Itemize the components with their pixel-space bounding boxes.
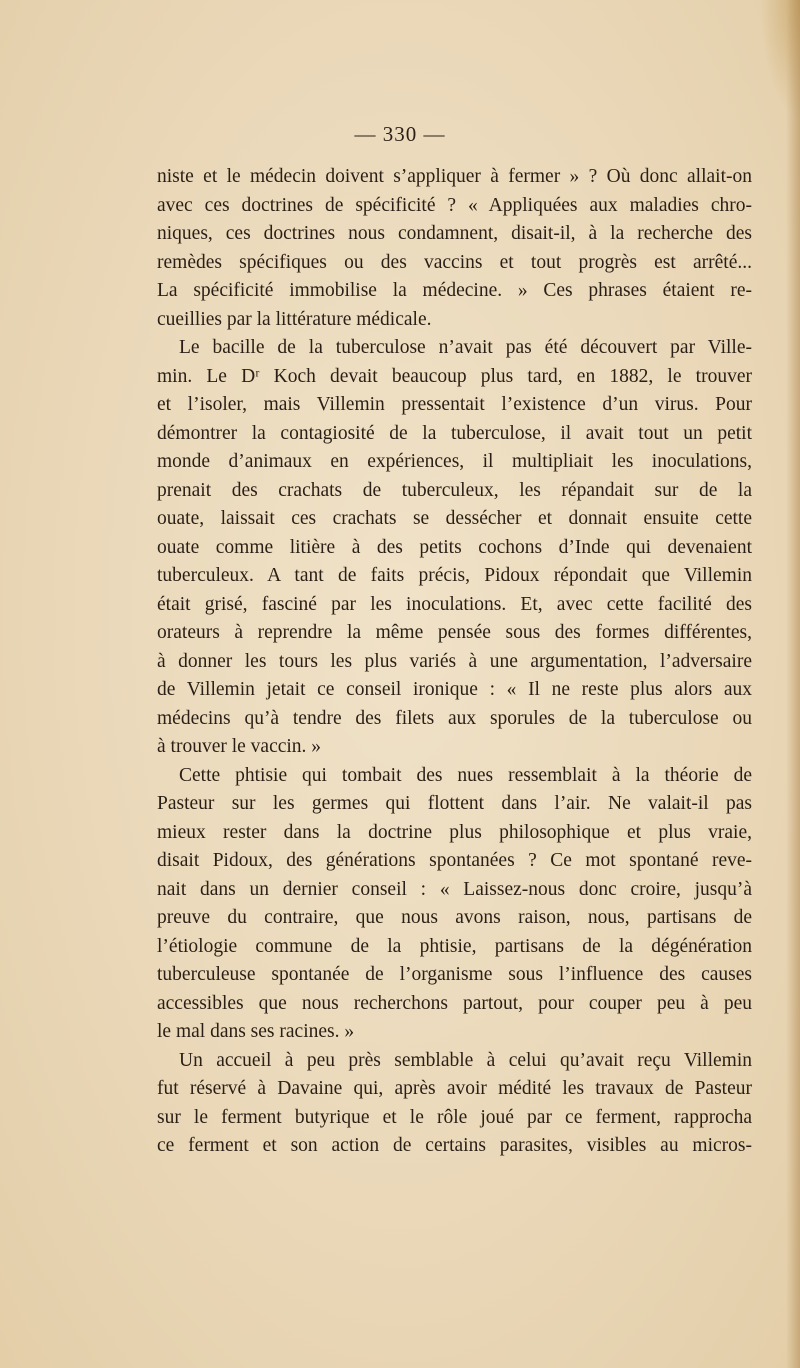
- text-line: le mal dans ses racines. »: [157, 1021, 355, 1042]
- text-line: fut réservé à Davaine qui, après avoir médité les travaux de Pasteur: [157, 1078, 752, 1099]
- text-line: médecins qu’à tendre des filets aux sporules de la tuberculose ou: [157, 707, 752, 729]
- text-line: tuberculeux. A tant de faits précis, Pidoux répondait que Villemin: [157, 565, 752, 586]
- text-line: à trouver le vaccin. »: [157, 736, 322, 757]
- text-line: prenait des crachats de tuberculeux, les répandait sur de la: [157, 479, 752, 501]
- text-line: min. Le Dʳ Koch devait beaucoup plus tard, en 1882, le trouver: [157, 365, 752, 387]
- text-line: Un accueil à peu près semblable à celui qu’avait reçu Villemin: [179, 1049, 752, 1071]
- text-line: ce ferment et son action de certains parasites, visibles au micros-: [157, 1135, 752, 1156]
- text-line: était grisé, fasciné par les inoculations. Et, avec cette facilité des: [157, 593, 752, 615]
- text-line: Cette phtisie qui tombait des nues ressemblait à la théorie de: [179, 764, 752, 786]
- text-line: nait dans un dernier conseil : « Laissez-nous donc croire, jusqu’à: [157, 878, 752, 900]
- text-line: tuberculeuse spontanée de l’organisme sous l’influence des causes: [157, 964, 752, 985]
- text-line: disait Pidoux, des générations spontanées ? Ce mot spontané reve-: [157, 850, 752, 871]
- page-edge-shadow: [786, 0, 800, 1368]
- page-number: — 330 —: [354, 122, 446, 146]
- text-line: accessibles que nous recherchons partout, pour couper peu à peu: [157, 992, 752, 1014]
- text-line: Pasteur sur les germes qui flottent dans l’air. Ne valait-il pas: [157, 793, 752, 814]
- text-line: preuve du contraire, que nous avons raison, nous, partisans de: [157, 907, 752, 928]
- text-line: orateurs à reprendre la même pensée sous des formes différentes,: [157, 622, 752, 643]
- text-line: niste et le médecin doivent s’appliquer à fermer » ? Où donc allait-on: [157, 166, 752, 187]
- text-line: Le bacille de la tuberculose n’avait pas été découvert par Ville-: [179, 337, 752, 358]
- text-line: mieux rester dans la doctrine plus philosophique et plus vraie,: [157, 821, 752, 843]
- text-line: démontrer la contagiosité de la tuberculose, il avait tout un petit: [157, 422, 752, 444]
- text-line: monde d’animaux en expériences, il multipliait les inoculations,: [157, 451, 752, 472]
- text-line: de Villemin jetait ce conseil ironique : « Il ne reste plus alors aux: [157, 679, 752, 700]
- text-line: ouate, laissait ces crachats se dessécher et donnait ensuite cette: [157, 508, 752, 529]
- text-line: La spécificité immobilise la médecine. » Ces phrases étaient re-: [157, 280, 752, 301]
- text-line: l’étiologie commune de la phtisie, partisans de la dégénération: [157, 935, 752, 957]
- text-line: niques, ces doctrines nous condamnent, disait-il, à la recherche des: [157, 223, 752, 244]
- text-line: remèdes spécifiques ou des vaccins et tout progrès est arrêté...: [157, 251, 752, 273]
- text-line: ouate comme litière à des petits cochons d’Inde qui devenaient: [157, 536, 752, 558]
- text-line: cueillies par la littérature médicale.: [157, 308, 432, 330]
- text-line: sur le ferment butyrique et le rôle joué par ce ferment, rapprocha: [157, 1106, 752, 1128]
- text-line: à donner les tours les plus variés à une argumentation, l’adversaire: [157, 650, 752, 672]
- text-line: et l’isoler, mais Villemin pressentait l’existence d’un virus. Pour: [157, 394, 752, 415]
- text-line: avec ces doctrines de spécificité ? « Appliquées aux maladies chro-: [157, 194, 752, 216]
- body-text: [157, 163, 752, 1161]
